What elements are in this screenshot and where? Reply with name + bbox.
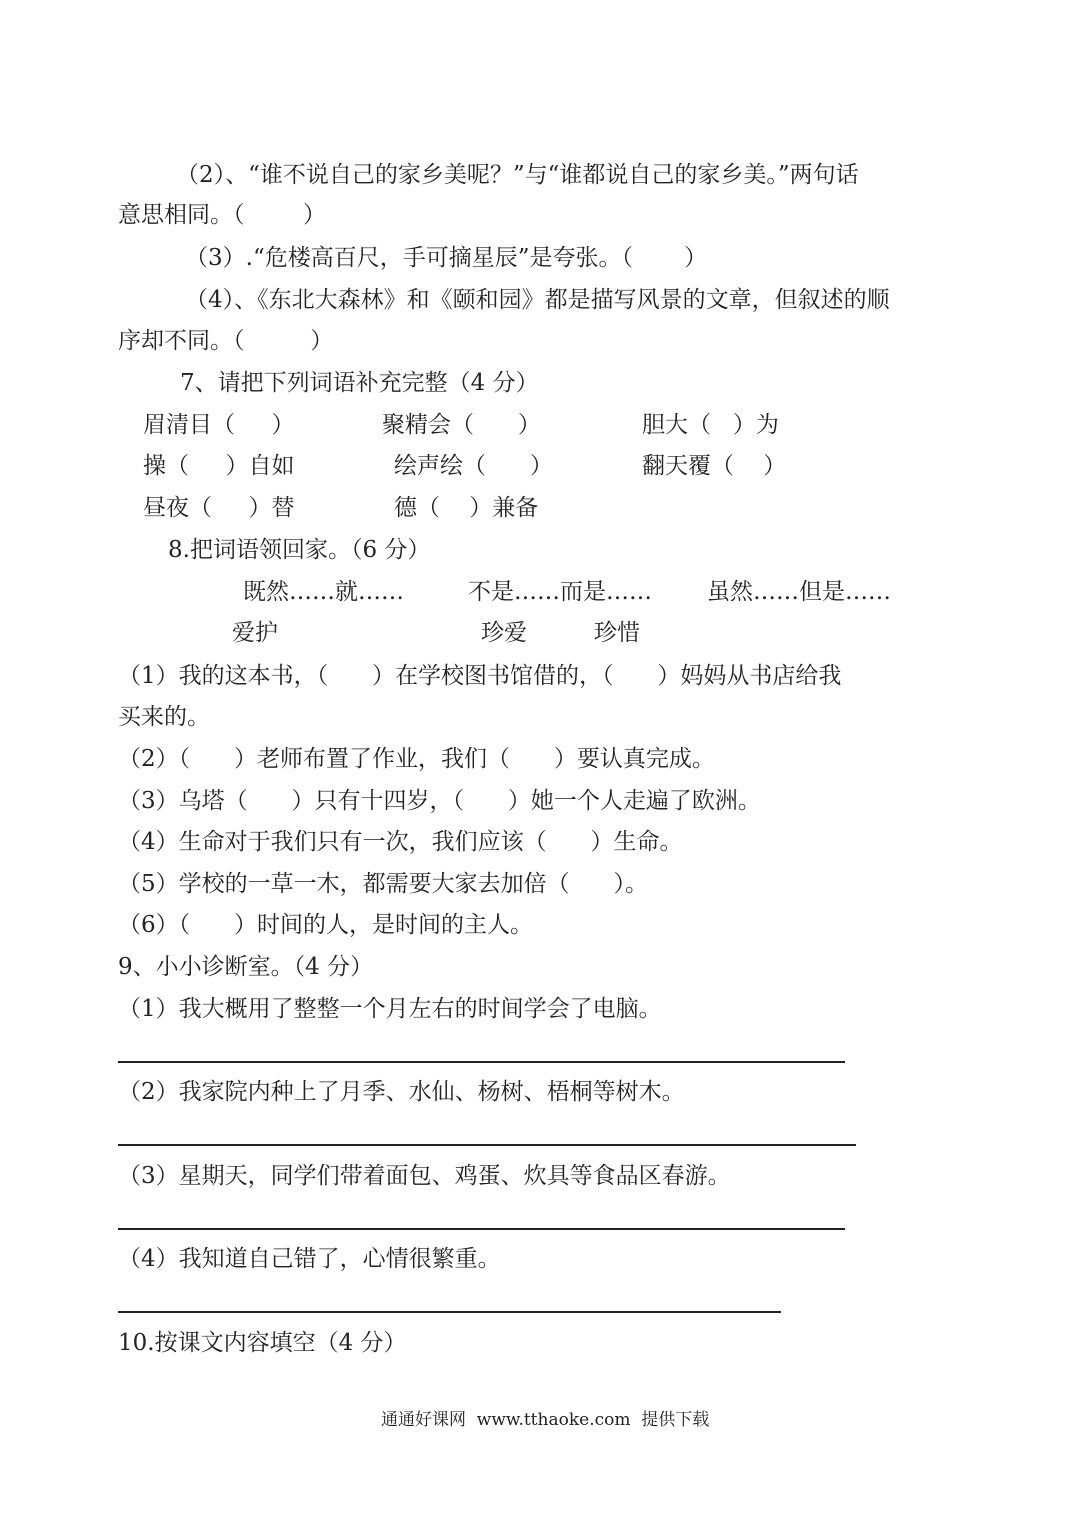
section8-q3: （3）乌塔（ ）只有十四岁，（ ）她一个人走遍了欧洲。 [118, 788, 761, 814]
section7-title: 7、请把下列词语补充完整（4 分） [180, 370, 539, 396]
section9-q3: （3）星期天，同学们带着面包、鸡蛋、炊具等食品区春游。 [118, 1163, 731, 1189]
footer-text: 通通好课网 www.tthaoke.com 提供下载 [381, 1410, 710, 1430]
section7-row2-item2: 绘声绘（ ） [394, 453, 553, 479]
section9-q4: （4）我知道自己错了，心情很繁重。 [118, 1246, 501, 1272]
section8-q1-line1: （1）我的这本书，（ ）在学校图书馆借的，（ ）妈妈从书店给我 [118, 663, 842, 689]
judge-q4-line1: （4）、《东北大森林》和《颐和园》都是描写风景的文章，但叙述的顺 [185, 287, 890, 313]
section7-row3-item2: 德（ ）兼备 [394, 495, 539, 521]
section8-pair3: 虽然……但是…… [707, 579, 891, 605]
section8-q4: （4）生命对于我们只有一次，我们应该（ ）生命。 [118, 829, 683, 855]
section8-q2: （2）（ ）老师布置了作业，我们（ ）要认真完成。 [118, 746, 715, 772]
judge-q2-line1: （2）、“谁不说自己的家乡美呢？”与“谁都说自己的家乡美。”两句话 [176, 162, 859, 188]
section8-word3: 珍惜 [594, 620, 640, 646]
section8-q1-line2: 买来的。 [118, 704, 210, 730]
section9-q2: （2）我家院内种上了月季、水仙、杨树、梧桐等树木。 [118, 1079, 685, 1105]
section9-title: 9、小小诊断室。（4 分） [118, 954, 374, 980]
section10-title: 10.按课文内容填空（4 分） [118, 1330, 407, 1356]
answer-line-4 [118, 1311, 781, 1313]
section7-row1-item3: 胆大（ ）为 [642, 412, 779, 438]
judge-q2-line2: 意思相同。（ ） [118, 202, 326, 228]
section8-q5: （5）学校的一草一木，都需要大家去加倍（ ）。 [118, 871, 648, 897]
section7-row2-item3: 翻天覆（ ） [642, 453, 787, 479]
section8-word1: 爱护 [232, 620, 278, 646]
section8-word2: 珍爱 [481, 620, 527, 646]
section8-pair1: 既然……就…… [243, 579, 404, 605]
section8-q6: （6）（ ）时间的人，是时间的主人。 [118, 912, 533, 938]
section7-row3-item1: 昼夜（ ）替 [143, 495, 295, 521]
section7-row1-item2: 聚精会（ ） [382, 412, 541, 438]
answer-line-2 [118, 1144, 856, 1146]
section8-pair2: 不是……而是…… [468, 579, 652, 605]
section7-row2-item1: 操（ ）自如 [143, 453, 295, 479]
section9-q1: （1）我大概用了整整一个月左右的时间学会了电脑。 [118, 996, 662, 1022]
answer-line-3 [118, 1228, 845, 1230]
judge-q4-line2: 序却不同。（ ） [118, 328, 334, 354]
judge-q3: （3）.“危楼高百尺，手可摘星辰”是夸张。（ ） [185, 245, 708, 271]
section7-row1-item1: 眉清目（ ） [143, 412, 295, 438]
section8-title: 8.把词语领回家。（6 分） [168, 537, 431, 563]
answer-line-1 [118, 1061, 845, 1063]
